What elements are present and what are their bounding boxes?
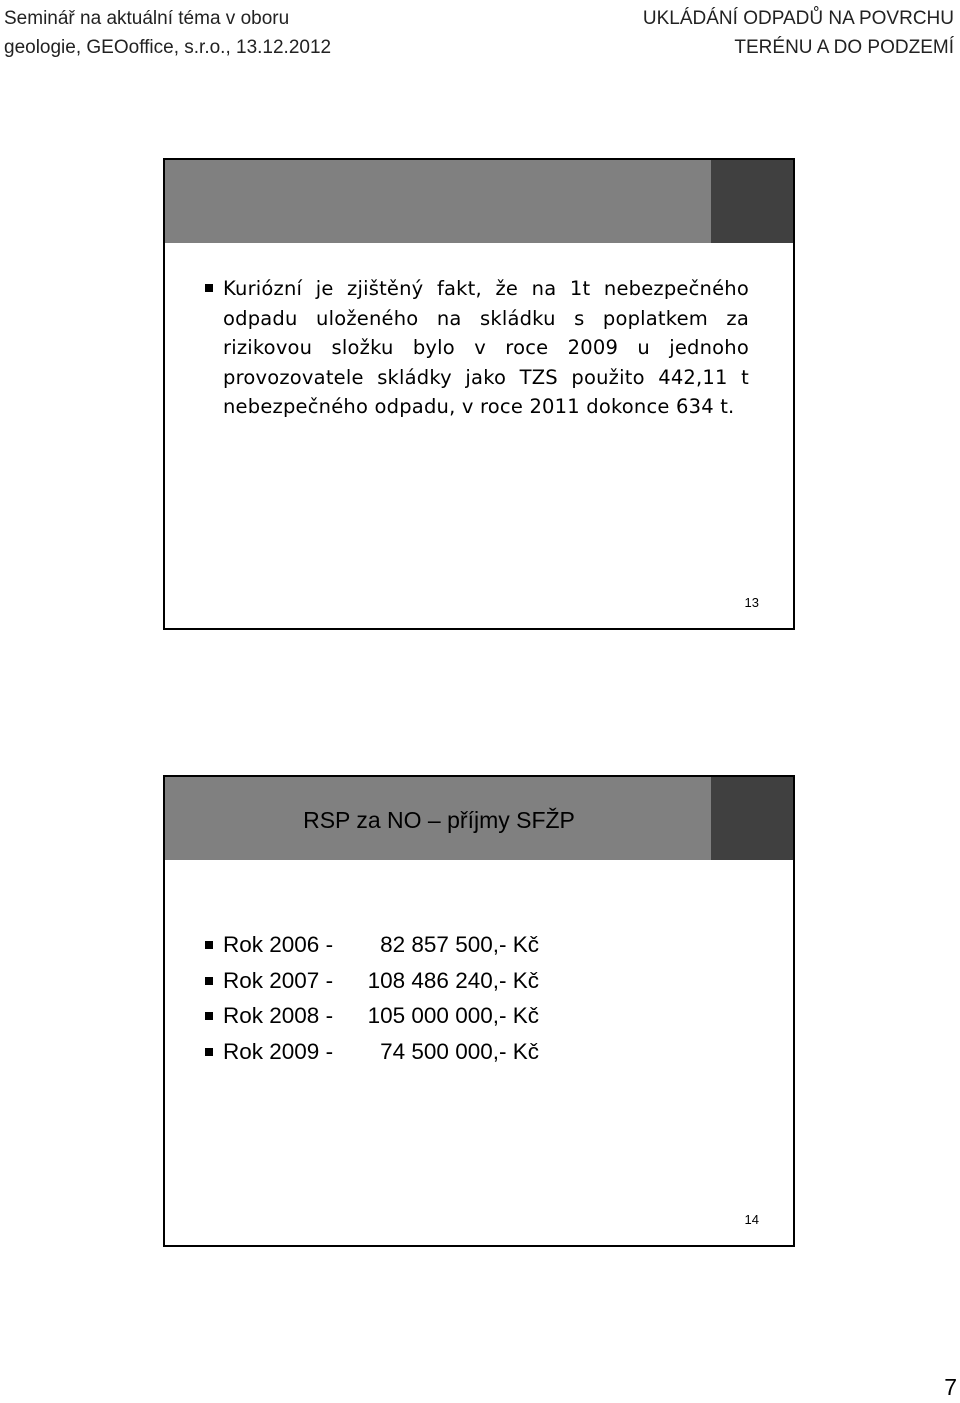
page-number: 7: [944, 1374, 957, 1400]
list-item: [205, 963, 539, 999]
revenue-list: [205, 927, 539, 1069]
amount-value: 82 857 500,- Kč: [380, 932, 539, 957]
header-topic-line1: UKLÁDÁNÍ ODPADŮ NA POVRCHU: [642, 8, 954, 29]
amount-value: 108 486 240,- Kč: [367, 967, 539, 993]
paragraph-text: Kuriózní je zjištěný fakt, že na 1t nebezpečného odpadu uloženého na skládku s poplatkem za rizikovou složku bylo v roce 2009 u jednoho provozovatele skládky jako TZS použito 442,11 t nebezpečného odpadu, v roce 2011 dokonce 634 t.: [223, 277, 749, 418]
slide-13: [163, 158, 795, 630]
slide-number: 14: [744, 1212, 759, 1227]
list-item: [205, 998, 539, 1034]
list-item: [205, 1034, 539, 1070]
header-right: [643, 4, 954, 62]
year-label: Rok 2007 -: [223, 967, 334, 993]
slide-title-bar: [165, 160, 713, 243]
list-item: [205, 927, 539, 963]
title-corner-block: [711, 160, 793, 243]
square-bullet-icon: [205, 284, 213, 292]
amount-value: 105 000 000,- Kč: [367, 1003, 539, 1028]
header-left: [4, 4, 331, 62]
year-label: Rok 2006 -: [223, 932, 334, 957]
header-topic-line2: TERÉNU A DO PODZEMÍ: [734, 37, 954, 58]
slide-title-bar: [165, 777, 713, 860]
slide-14: [163, 775, 795, 1247]
slide-title: RSP za NO – příjmy SFŽP: [303, 807, 575, 833]
square-bullet-icon: [205, 1012, 213, 1020]
header-seminar-date: geologie, GEOoffice, s.r.o., 13.12.2012: [4, 37, 332, 58]
bullet-block: [205, 274, 749, 422]
title-corner-block: [711, 777, 793, 860]
square-bullet-icon: [205, 1048, 213, 1056]
header-seminar-title: Seminář na aktuální téma v oboru: [4, 8, 290, 29]
square-bullet-icon: [205, 977, 213, 985]
amount-value: 74 500 000,- Kč: [380, 1038, 539, 1064]
slide-number: 13: [744, 595, 759, 610]
square-bullet-icon: [205, 941, 213, 949]
year-label: Rok 2008 -: [223, 1003, 334, 1028]
bullet-paragraph: [205, 274, 749, 422]
year-label: Rok 2009 -: [223, 1038, 334, 1064]
